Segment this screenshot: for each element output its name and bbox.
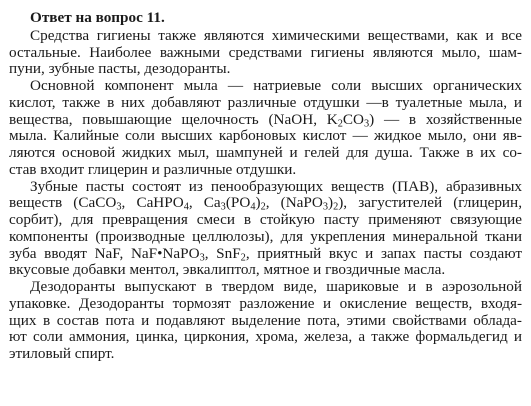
subscript: 3 (220, 201, 226, 212)
subscript: 2 (240, 252, 246, 263)
subscript: 3 (116, 201, 122, 212)
text-line: ют соли аммония, цинка, циркония, хрома, железа, а также формальдегид и (9, 329, 522, 346)
paragraph (9, 28, 522, 78)
subscript: 2 (333, 201, 339, 212)
text-line: веществ (CaCO$_3$, CaHPO$_4$, $Ca_3(PO_4)_2$, $(NaPO_3)_2$), загустителей (глицерин, (9, 195, 522, 212)
text-line: зуба вводят NaF, NaF•NaPO$_3$, SnF$_2$, приятный вкус и запах пасты создают (9, 245, 522, 263)
paragraph (9, 78, 522, 179)
text-line: упаковке. Дезодоранты тормозят разложение и окисление веществ, входя- (9, 295, 522, 312)
text-line: Средства гигиены также являются химическими веществами, как и все (30, 27, 522, 44)
paragraph (9, 179, 522, 280)
text-line: мыла. Калийные соли высших карбоновых кислот — жидкое мыло, они яв- (9, 128, 522, 145)
text-line: этиловый спирт. (9, 346, 115, 362)
text-line: Дезодоранты выпускают в твердом виде, шариковые и в аэрозольной (30, 279, 522, 295)
text-line: щих в состав пота и подавляют выделение пота, этими свойствами облада- (9, 312, 522, 329)
text-line: вещества, повышающие щелочность (NaOH, $K_2CO_3$) — в хозяйственные (9, 111, 522, 129)
subscript: 2 (337, 118, 343, 129)
answer-body (9, 28, 522, 363)
subscript: 4 (183, 201, 189, 212)
text-line: ляются основой жидких мыл, шампуней и гелей для душа. Также в их со- (9, 145, 522, 161)
text-line: Основной компонент мыла — натриевые соли высших органических (30, 78, 522, 94)
text-line: пуни, зубные пасты, дезодоранты. (9, 61, 231, 78)
text-line: кислот, также в них добавляют различные отдушки —в туалетные мыла, и (9, 94, 522, 111)
text-line: став входит глицерин и различные отдушки. (9, 161, 297, 178)
paragraph (9, 279, 522, 363)
subscript: 4 (250, 201, 256, 212)
text-line: компоненты (производные целлюлозы), для укрепления минеральной ткани (9, 228, 522, 245)
subscript: 3 (199, 252, 205, 263)
text-line: вкусовые добавки ментол, эвкалиптол, мятное и гвоздичные масла. (9, 262, 446, 279)
subscript: 3 (322, 201, 329, 212)
text-line: Зубные пасты состоят из пенообразующих веществ (ПАВ), абразивных (30, 178, 522, 195)
text-line: остальные. Наиболее важными средствами гигиены являются мыло, шам- (9, 44, 522, 61)
subscript: 3 (364, 118, 370, 129)
text-line: сорбит), для превращения смеси в стойкую пасту применяют связующие (9, 212, 522, 228)
answer-heading: Ответ на вопрос 11. (30, 9, 165, 26)
subscript: 2 (260, 201, 266, 212)
